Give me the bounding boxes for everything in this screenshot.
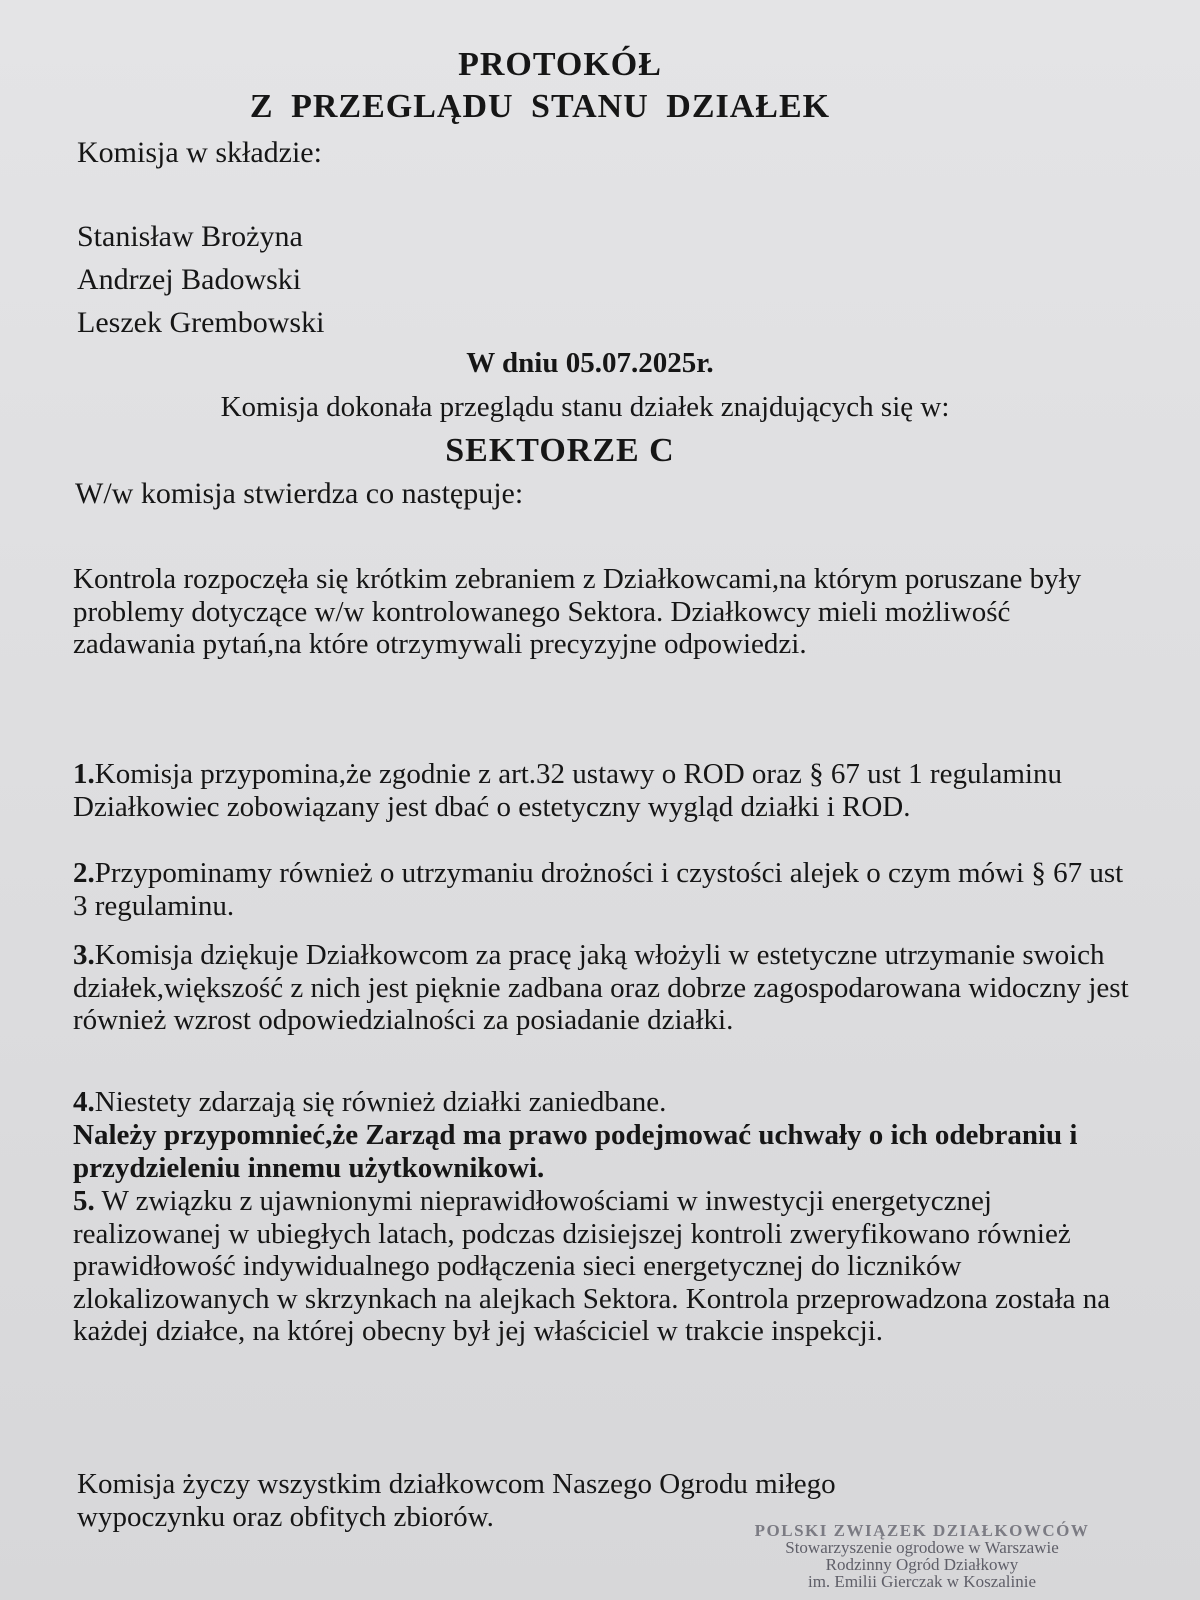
point-number: 1. bbox=[73, 758, 95, 790]
organization-stamp bbox=[742, 1522, 1102, 1590]
stamp-line: POLSKI ZWIĄZEK DZIAŁKOWCÓW bbox=[754, 1521, 1090, 1540]
point-1 bbox=[73, 758, 1133, 823]
document-subtitle: Z PRZEGLĄDU STANU DZIAŁEK bbox=[249, 88, 831, 125]
point-number: 5. bbox=[73, 1185, 95, 1217]
inspection-date: W dniu 05.07.2025r. bbox=[466, 347, 714, 379]
point-5 bbox=[73, 1185, 1133, 1348]
statement-line: W/w komisja stwierdza co następuje: bbox=[75, 477, 524, 510]
sector-heading: SEKTORZE C bbox=[445, 432, 675, 469]
committee-member: Stanisław Brożyna bbox=[77, 220, 303, 253]
meeting-paragraph: Kontrola rozpoczęła się krótkim zebraniem z Działkowcami,na którym poruszane były problemy dotyczące w/w kontrolowanego Sektora. Działkowcy mieli możliwość zadawania pytań,na które otrzymywali precyzyjne odpowiedzi. bbox=[73, 563, 1082, 660]
intro-line: Komisja dokonała przeglądu stanu działek znajdujących się w: bbox=[220, 391, 950, 423]
point-text: Komisja dziękuje Działkowcom za pracę jaką włożyli w estetyczne utrzymanie swoich działek,większość z nich jest pięknie zadbana oraz dobrze zagospodarowana widoczny jest również wzrost odpowiedzialności za posiadanie działki. bbox=[73, 939, 1129, 1036]
stamp-line: Stowarzyszenie ogrodowe w Warszawie bbox=[785, 1538, 1059, 1557]
committee-member: Leszek Grembowski bbox=[77, 306, 325, 339]
point-text: Komisja przypomina,że zgodnie z art.32 ustawy o ROD oraz § 67 ust 1 regulaminu Działkowiec zobowiązany jest dbać o estetyczny wygląd działki i ROD. bbox=[73, 758, 1062, 823]
point-text: W związku z ujawnionymi nieprawidłowościami w inwestycji energetycznej realizowanej w ubiegłych latach, podczas dzisiejszej kontroli zweryfikowano również prawidłowość indywidualnego podłączenia sieci energetycznej do liczników zlokalizowanych w skrzynkach na alejkach Sektora. Kontrola przeprowadzona została na każdej działce, na której obecny był jej właściciel w trakcie inspekcji. bbox=[73, 1185, 1111, 1347]
closing-paragraph: Komisja życzy wszystkim działkowcom Naszego Ogrodu miłego wypoczynku oraz obfitych zbiorów. bbox=[77, 1468, 836, 1533]
committee-label: Komisja w składzie: bbox=[77, 136, 322, 169]
committee-member: Andrzej Badowski bbox=[77, 263, 302, 296]
point-number: 2. bbox=[73, 857, 95, 889]
point-3 bbox=[73, 939, 1133, 1037]
point-text: Niestety zdarzają się również działki zaniedbane. bbox=[94, 1086, 667, 1118]
point-4 bbox=[73, 1086, 1133, 1119]
point-2 bbox=[73, 857, 1133, 922]
document-title: PROTOKÓŁ bbox=[458, 46, 662, 83]
point-number: 4. bbox=[73, 1086, 95, 1118]
warning-paragraph: Należy przypomnieć,że Zarząd ma prawo podejmować uchwały o ich odebraniu i przydzieleniu innemu użytkownikowi. bbox=[73, 1119, 1078, 1184]
point-number: 3. bbox=[73, 939, 95, 971]
point-text: Przypominamy również o utrzymaniu drożności i czystości alejek o czym mówi § 67 ust 3 regulaminu. bbox=[73, 857, 1124, 922]
stamp-line: im. Emilii Gierczak w Koszalinie bbox=[807, 1572, 1036, 1591]
stamp-line: Rodzinny Ogród Działkowy bbox=[825, 1555, 1019, 1574]
